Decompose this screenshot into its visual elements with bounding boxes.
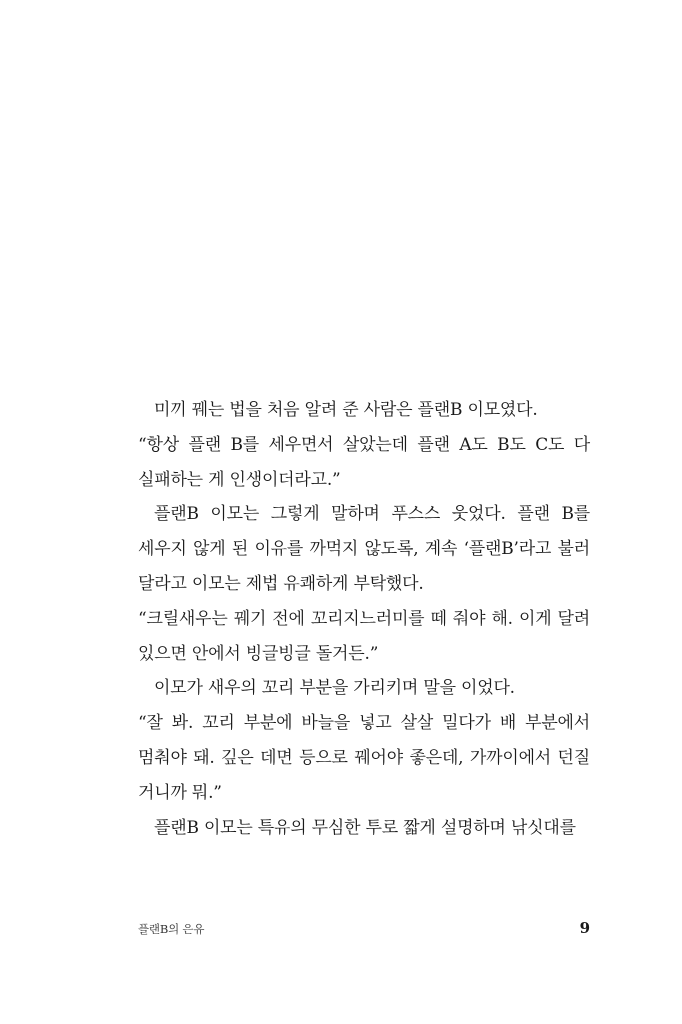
- paragraph-narration: 미끼 꿰는 법을 처음 알려 준 사람은 플랜B 이모였다.: [154, 400, 538, 420]
- running-title: 플랜B의 은유: [138, 922, 205, 936]
- paragraph-narration: 이모가 새우의 꼬리 부분을 가리키며 말을 이었다.: [154, 678, 515, 699]
- paragraph-dialogue: “크릴새우는 꿰기 전에 꼬리지느러미를 떼 줘야 해. 이게 달려 있으면 안에서 빙글빙글 돌거든.”: [138, 608, 590, 664]
- body-text: [138, 393, 590, 845]
- paragraph-narration: 플랜B 이모는 특유의 무심한 투로 짧게 설명하며 낚싯대를: [154, 817, 576, 838]
- page-number: 9: [579, 919, 590, 937]
- page-footer: [138, 919, 590, 943]
- paragraph-narration: 플랜B 이모는 그렇게 말하며 푸스스 웃었다. 플랜 B를 세우지 않게 된 이유를 까먹지 않도록, 계속 ‘플랜B’라고 불러 달라고 이모는 제법 유쾌하게 부탁했다.: [138, 504, 590, 594]
- paragraph-dialogue: “잘 봐. 꼬리 부분에 바늘을 넣고 살살 밀다가 배 부분에서 멈춰야 돼. 깊은 데면 등으로 꿰어야 좋은데, 가까이에서 던질 거니까 뭐.”: [138, 713, 590, 803]
- paragraph-dialogue: “항상 플랜 B를 세우면서 살았는데 플랜 A도 B도 C도 다 실패하는 게 인생이더라고.”: [138, 434, 590, 490]
